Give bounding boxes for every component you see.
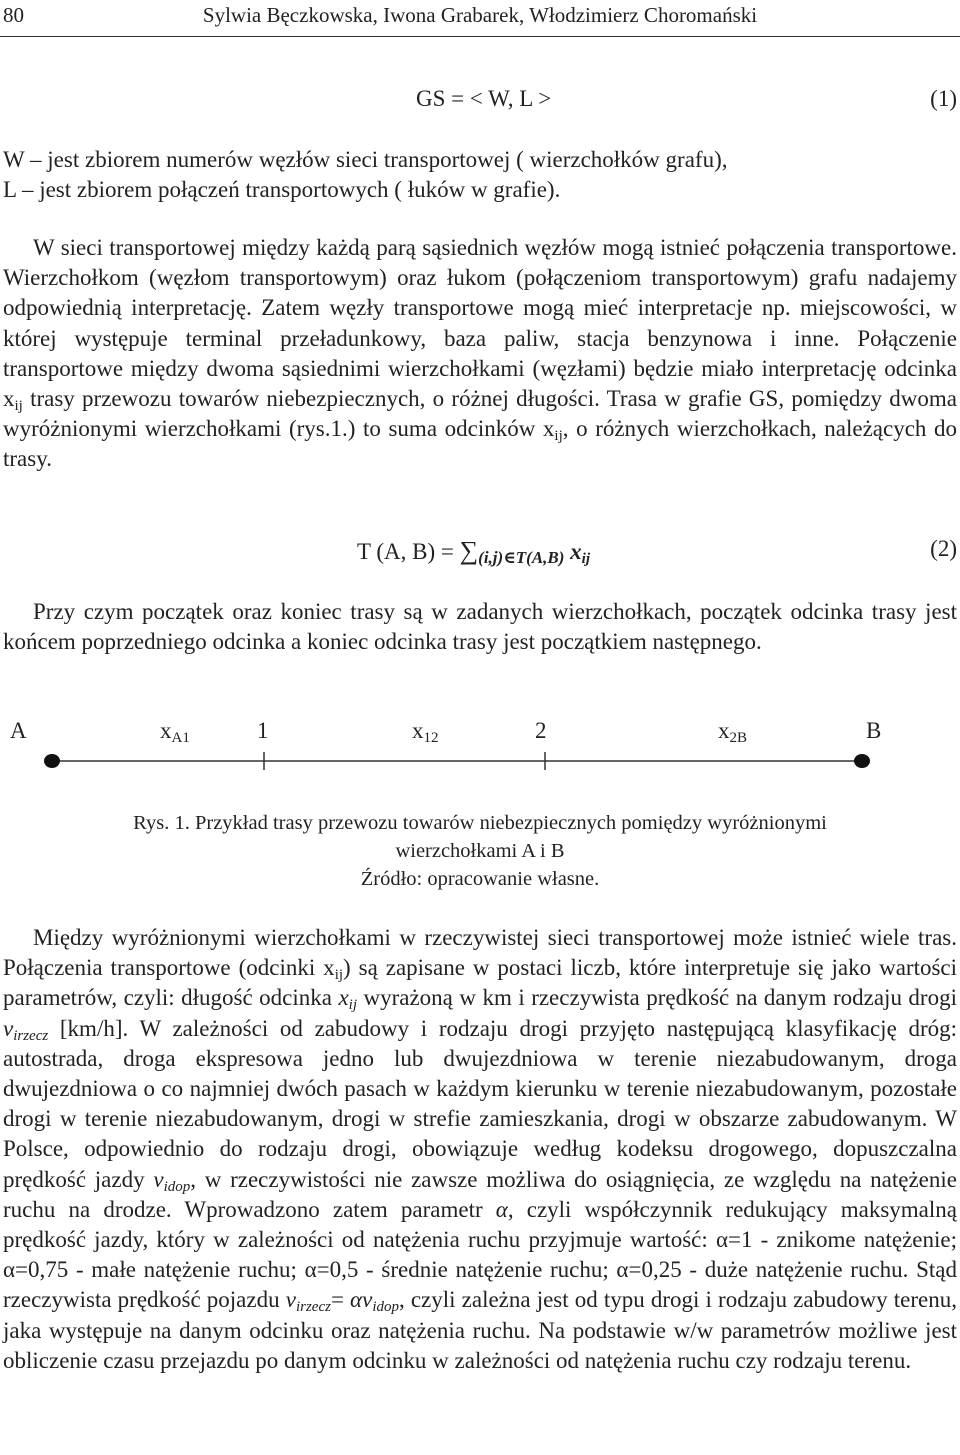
- diagram-node-2-label: 2: [535, 718, 547, 743]
- paragraph-speed-parameters: Między wyróżnionymi wierzchołkami w rzeczywistej sieci transportowej może istnieć wiele tras. Połączenia transportowe (odcinki $x_{ij}$) są zapisane w postaci liczb, które interpretuje się jako wartości parametrów, czyli: długość odcinka $x_{ij}$ wyrażoną w km i rzeczywista prędkość na danym rodzaju drogi $v_{irzecz}$ [km/h]. W zależności od zabudowy i rodzaju drogi przyjęto następującą klasyfikację dróg: autostrada, droga ekspresowa jedno lub dwujezdniowa w terenie niezabudowanym, droga dwujezdniowa o co najmniej dwóch pasach w każdym kierunku w terenie niezabudowanym, pozostałe drogi w terenie niezabudowanym, drogi w strefie zamieszkania, drogi w obszarze zabudowanym. W Polsce, odpowiednio do rodzaju drogi, obowiązuje według kodeksu drogowego, dopuszczalna prędkość jazdy $v_{idop}$, w rzeczywistości nie zawsze możliwa do osiągnięcia, ze względu na natężenie ruchu na drodze. Wprowadzono zatem parametr α, czyli współczynnik redukujący maksymalną prędkość jazdy, który w zależności od natężenia ruchu przyjmuje wartość: α=1 - znikome natężenie; α=0,75 - małe natężenie ruchu; α=0,5 - średnie natężenie ruchu; α=0,25 - duże natężenie ruchu. Stąd rzeczywista prędkość pojazdu $v_{irzecz}= \alpha v_{idop}$, czyli zależna jest od typu drogi i rodzaju zabudowy terenu, jaka występuje na danym odcinku oraz natężenia ruchu. Na podstawie w/w parametrów możliwe jest obliczenie czasu przejazdu po danym odcinku w zależności od natężenia ruchu czy rodzaju terenu.: [3, 925, 958, 1373]
- diagram-segment-2b-label: $x_{2B}$: [718, 718, 748, 746]
- equation-2-number: (2): [930, 536, 957, 561]
- equation-2-expression: T (A, $B) = \sum_{(i,j)\in T(A,B)}$ $x_{ij}$: [357, 536, 591, 567]
- paragraph-graph-interpretation: W sieci transportowej między każdą parą sąsiednich węzłów mogą istnieć połączenia transportowe. Wierzchołkom (węzłom transportowym) oraz łukom (połączeniom transportowym) grafu nadajemy odpowiednią interpretację. Zatem węzły transportowe mogą mieć interpretacje np. miejscowości, w której występuje terminal przeładunkowy, baza paliw, stacja benzynowa i inne. Połączenie transportowe między dwoma sąsiednimi wierzchołkami (węzłami) będzie miało interpretację odcinka $x_{ij}$ trasy przewozu towarów niebezpiecznych, o różnej długości. Trasa w grafie GS, pomiędzy dwoma wyróżnionymi wierzchołkami (rys.1.) to suma odcinków $x_{ij}$, o różnych wierzchołkach, należących do trasy.: [3, 235, 958, 472]
- node-b-dot: [854, 754, 870, 768]
- definition-w: W – jest zbiorem numerów węzłów sieci transportowej ( wierzchołków grafu),: [3, 147, 728, 172]
- node-a-dot: [44, 754, 60, 768]
- route-diagram: [0, 716, 960, 786]
- equation-1-number: (1): [930, 86, 957, 111]
- page-number: 80: [3, 3, 24, 27]
- diagram-node-a-label: A: [10, 718, 27, 743]
- page-header: [0, 0, 960, 37]
- diagram-segment-a1-label: $x_{A1}$: [160, 718, 190, 746]
- figure-source: Źródło: opracowanie własne.: [360, 868, 600, 890]
- equation-2: [0, 536, 960, 572]
- equation-1-expression: GS = < W, L >: [416, 86, 552, 111]
- equation-1: [0, 86, 960, 118]
- route-line-graphic: [0, 716, 960, 786]
- figure-caption: Rys. 1. Przykład trasy przewozu towarów niebezpiecznych pomiędzy wyróżnionymi: [133, 812, 827, 834]
- diagram-node-b-label: B: [866, 718, 882, 743]
- paragraph-route-definition: Przy czym początek oraz koniec trasy są w zadanych wierzchołkach, początek odcinka trasy jest końcem poprzedniego odcinka a koniec odcinka trasy jest początkiem następnego.: [3, 599, 957, 655]
- figure-caption-cont: wierzchołkami A i B: [395, 840, 565, 862]
- diagram-segment-12-label: $x_{12}$: [412, 718, 439, 746]
- running-head-authors: Sylwia Bęczkowska, Iwona Grabarek, Włodzimierz Choromański: [202, 3, 758, 27]
- definition-l: L – jest zbiorem połączeń transportowych ( łuków w grafie).: [3, 177, 561, 202]
- diagram-node-1-label: 1: [257, 718, 269, 743]
